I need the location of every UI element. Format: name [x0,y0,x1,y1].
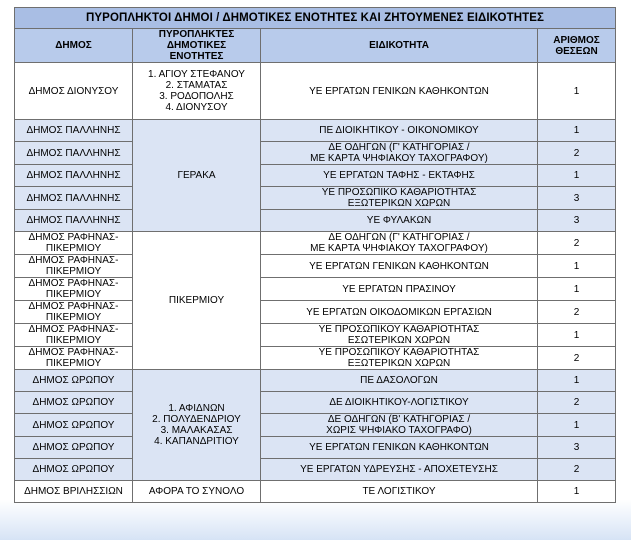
cell-eidikotita: ΠΕ ΔΙΟΙΚΗΤΙΚΟΥ - ΟΙΚΟΝΟΜΙΚΟΥ [261,120,538,142]
cell-enotites: 1. ΑΓΙΟΥ ΣΤΕΦΑΝΟΥ 2. ΣΤΑΜΑΤΑΣ 3. ΡΟΔΟΠΟΛΗΣ 4. ΔΙΟΝΥΣΟΥ [133,63,261,120]
cell-eidikotita: ΥΕ ΕΡΓΑΤΩΝ ΓΕΝΙΚΩΝ ΚΑΘΗΚΟΝΤΩΝ [261,63,538,120]
cell-theseis: 3 [538,210,616,232]
table-row [15,232,616,255]
cell-theseis: 1 [538,278,616,301]
cell-theseis: 1 [538,165,616,187]
cell-theseis: 2 [538,301,616,324]
table-row [15,165,616,187]
table-row [15,481,616,503]
cell-eidikotita: ΔΕ ΔΙΟΙΚΗΤΙΚΟΥ-ΛΟΓΙΣΤΙΚΟΥ [261,392,538,414]
cell-enotites: 1. ΑΦΙΔΝΩΝ 2. ΠΟΛΥΔΕΝΔΡΙΟΥ 3. ΜΑΛΑΚΑΣΑΣ 4. ΚΑΠΑΝΔΡΙΤΙΟΥ [133,370,261,481]
table-row [15,210,616,232]
cell-dimos: ΔΗΜΟΣ ΡΑΦΗΝΑΣ- ΠΙΚΕΡΜΙΟΥ [15,347,133,370]
cell-eidikotita: ΥΕ ΕΡΓΑΤΩΝ ΓΕΝΙΚΩΝ ΚΑΘΗΚΟΝΤΩΝ [261,255,538,278]
cell-theseis: 1 [538,481,616,503]
cell-theseis: 2 [538,392,616,414]
cell-eidikotita: ΠΕ ΔΑΣΟΛΟΓΩΝ [261,370,538,392]
cell-eidikotita: ΥΕ ΕΡΓΑΤΩΝ ΟΙΚΟΔΟΜΙΚΩΝ ΕΡΓΑΣΙΩΝ [261,301,538,324]
vacancies-table [14,7,616,503]
cell-eidikotita: ΥΕ ΠΡΟΣΩΠΙΚΟΥ ΚΑΘΑΡΙΟΤΗΤΑΣ ΕΣΩΤΕΡΙΚΩΝ ΧΩΡΩΝ [261,324,538,347]
cell-dimos: ΔΗΜΟΣ ΠΑΛΛΗΝΗΣ [15,142,133,165]
cell-theseis: 3 [538,187,616,210]
cell-eidikotita: ΥΕ ΠΡΟΣΩΠΙΚΟ ΚΑΘΑΡΙΟΤΗΤΑΣ ΕΞΩΤΕΡΙΚΩΝ ΧΩΡΩΝ [261,187,538,210]
cell-dimos: ΔΗΜΟΣ ΡΑΦΗΝΑΣ- ΠΙΚΕΡΜΙΟΥ [15,301,133,324]
cell-dimos: ΔΗΜΟΣ ΠΑΛΛΗΝΗΣ [15,187,133,210]
cell-theseis: 1 [538,255,616,278]
cell-dimos: ΔΗΜΟΣ ΔΙΟΝΥΣΟΥ [15,63,133,120]
cell-dimos: ΔΗΜΟΣ ΩΡΩΠΟΥ [15,370,133,392]
table-row [15,437,616,459]
cell-enotites: ΑΦΟΡΑ ΤΟ ΣΥΝΟΛΟ [133,481,261,503]
table-row [15,370,616,392]
cell-dimos: ΔΗΜΟΣ ΠΑΛΛΗΝΗΣ [15,120,133,142]
cell-enotites: ΠΙΚΕΡΜΙΟΥ [133,232,261,370]
cell-eidikotita: ΔΕ ΟΔΗΓΩΝ (Γ' ΚΑΤΗΓΟΡΙΑΣ / ΜΕ ΚΑΡΤΑ ΨΗΦΙΑΚΟΥ ΤΑΧΟΓΡΑΦΟΥ) [261,232,538,255]
cell-dimos: ΔΗΜΟΣ ΡΑΦΗΝΑΣ- ΠΙΚΕΡΜΙΟΥ [15,278,133,301]
table-row [15,459,616,481]
cell-theseis: 3 [538,437,616,459]
cell-enotites: ΓΕΡΑΚΑ [133,120,261,232]
table-row [15,414,616,437]
table-row [15,63,616,120]
table-row [15,347,616,370]
header-eidikotita: ΕΙΔΙΚΟΤΗΤΑ [261,29,538,63]
header-enotites: ΠΥΡΟΠΛΗΚΤΕΣ ΔΗΜΟΤΙΚΕΣ ΕΝΟΤΗΤΕΣ [133,29,261,63]
table-row [15,392,616,414]
cell-theseis: 2 [538,347,616,370]
cell-dimos: ΔΗΜΟΣ ΡΑΦΗΝΑΣ- ΠΙΚΕΡΜΙΟΥ [15,255,133,278]
table-row [15,187,616,210]
cell-theseis: 1 [538,370,616,392]
cell-eidikotita: ΔΕ ΟΔΗΓΩΝ (Γ' ΚΑΤΗΓΟΡΙΑΣ / ΜΕ ΚΑΡΤΑ ΨΗΦΙΑΚΟΥ ΤΑΧΟΓΡΑΦΟΥ) [261,142,538,165]
cell-eidikotita: ΥΕ ΕΡΓΑΤΩΝ ΓΕΝΙΚΩΝ ΚΑΘΗΚΟΝΤΩΝ [261,437,538,459]
table-title: ΠΥΡΟΠΛΗΚΤΟΙ ΔΗΜΟΙ / ΔΗΜΟΤΙΚΕΣ ΕΝΟΤΗΤΕΣ ΚΑΙ ΖΗΤΟΥΜΕΝΕΣ ΕΙΔΙΚΟΤΗΤΕΣ [15,8,616,29]
table-row [15,301,616,324]
cell-theseis: 2 [538,459,616,481]
cell-theseis: 2 [538,232,616,255]
cell-dimos: ΔΗΜΟΣ ΠΑΛΛΗΝΗΣ [15,210,133,232]
cell-eidikotita: ΥΕ ΦΥΛΑΚΩΝ [261,210,538,232]
background-gradient [0,500,631,540]
cell-eidikotita: ΥΕ ΠΡΟΣΩΠΙΚΟΥ ΚΑΘΑΡΙΟΤΗΤΑΣ ΕΞΩΤΕΡΙΚΩΝ ΧΩΡΩΝ [261,347,538,370]
cell-dimos: ΔΗΜΟΣ ΡΑΦΗΝΑΣ- ΠΙΚΕΡΜΙΟΥ [15,324,133,347]
cell-theseis: 1 [538,414,616,437]
header-theseis: ΑΡΙΘΜΟΣ ΘΕΣΕΩΝ [538,29,616,63]
cell-dimos: ΔΗΜΟΣ ΩΡΩΠΟΥ [15,437,133,459]
cell-eidikotita: ΥΕ ΕΡΓΑΤΩΝ ΥΔΡΕΥΣΗΣ - ΑΠΟΧΕΤΕΥΣΗΣ [261,459,538,481]
table-row [15,324,616,347]
cell-dimos: ΔΗΜΟΣ ΒΡΙΛΗΣΣΙΩΝ [15,481,133,503]
cell-dimos: ΔΗΜΟΣ ΠΑΛΛΗΝΗΣ [15,165,133,187]
cell-dimos: ΔΗΜΟΣ ΩΡΩΠΟΥ [15,392,133,414]
cell-theseis: 1 [538,63,616,120]
cell-theseis: 1 [538,120,616,142]
cell-dimos: ΔΗΜΟΣ ΩΡΩΠΟΥ [15,414,133,437]
cell-theseis: 2 [538,142,616,165]
cell-dimos: ΔΗΜΟΣ ΩΡΩΠΟΥ [15,459,133,481]
table-row [15,142,616,165]
cell-theseis: 1 [538,324,616,347]
table-row [15,278,616,301]
table-row [15,120,616,142]
table-row [15,255,616,278]
cell-eidikotita: ΥΕ ΕΡΓΑΤΩΝ ΤΑΦΗΣ - ΕΚΤΑΦΗΣ [261,165,538,187]
header-dimos: ΔΗΜΟΣ [15,29,133,63]
cell-eidikotita: ΔΕ ΟΔΗΓΩΝ (Β' ΚΑΤΗΓΟΡΙΑΣ / ΧΩΡΙΣ ΨΗΦΙΑΚΟ ΤΑΧΟΓΡΑΦΟ) [261,414,538,437]
cell-dimos: ΔΗΜΟΣ ΡΑΦΗΝΑΣ- ΠΙΚΕΡΜΙΟΥ [15,232,133,255]
cell-eidikotita: ΥΕ ΕΡΓΑΤΩΝ ΠΡΑΣΙΝΟΥ [261,278,538,301]
cell-eidikotita: ΤΕ ΛΟΓΙΣΤΙΚΟΥ [261,481,538,503]
